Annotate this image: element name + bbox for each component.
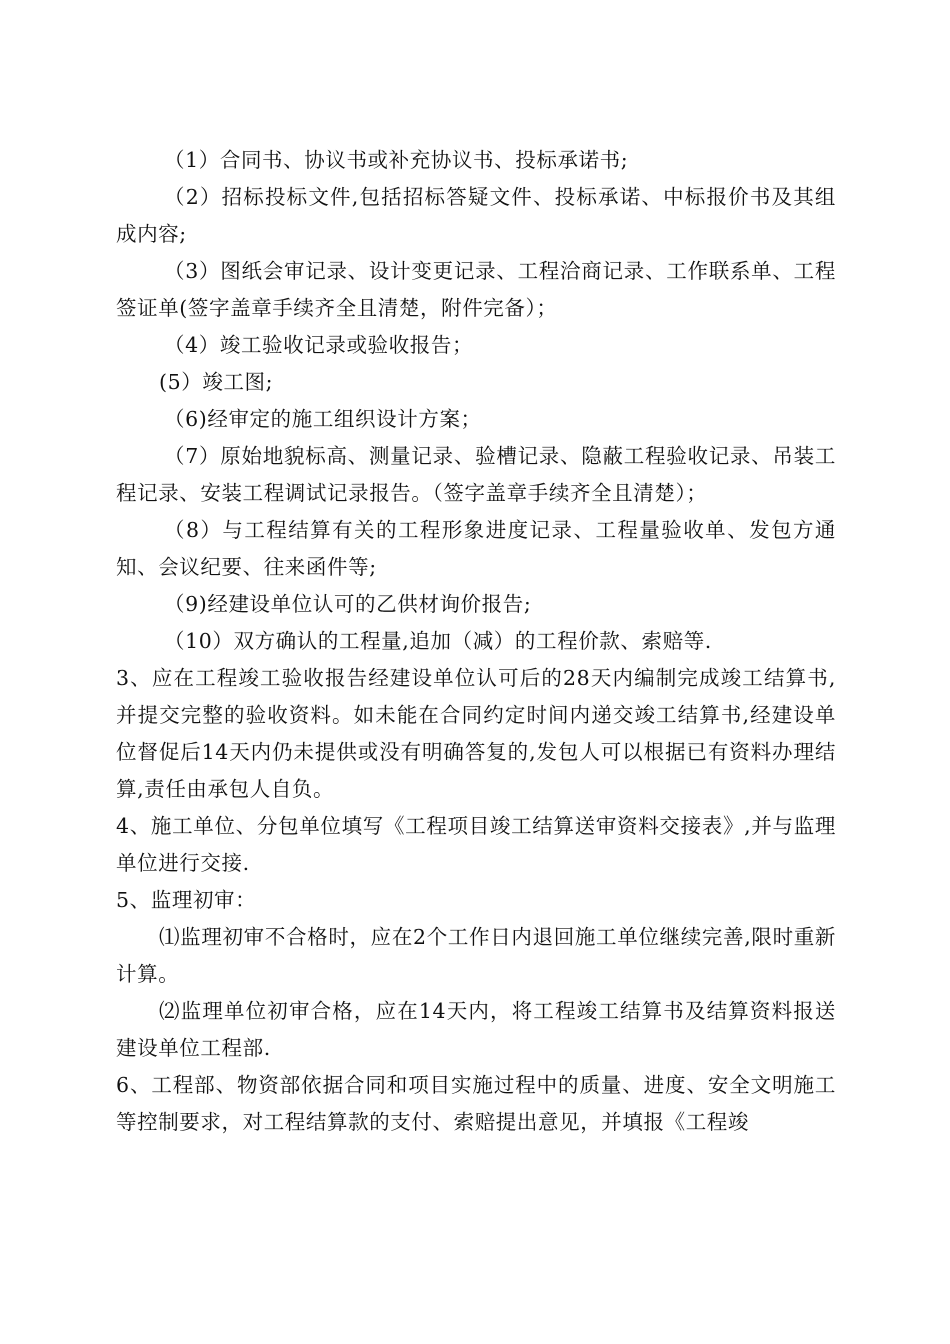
list-item: （8）与工程结算有关的工程形象进度记录、工程量验收单、发包方通知、会议纪要、往来函件等;	[116, 518, 836, 579]
list-item: （4）竣工验收记录或验收报告；	[164, 333, 474, 357]
list-item: （10）双方确认的工程量,追加（减）的工程价款、索赔等.	[164, 629, 712, 653]
numbered-paragraph: 6、工程部、物资部依据合同和项目实施过程中的质量、进度、安全文明施工等控制要求，对工程结算款的支付、索赔提出意见，并填报《工程竣	[116, 1073, 836, 1134]
list-item: （6)经审定的施工组织设计方案；	[164, 407, 482, 431]
list-item: (5）竣工图;	[159, 370, 274, 394]
list-item: （2）招标投标文件,包括招标答疑文件、投标承诺、中标报价书及其组成内容;	[116, 185, 836, 246]
list-item: ⑵监理单位初审合格，应在14天内，将工程竣工结算书及结算资料报送建设单位工程部.	[116, 999, 836, 1060]
list-item: （1）合同书、协议书或补充协议书、投标承诺书;	[164, 148, 629, 172]
list-item: （9)经建设单位认可的乙供材询价报告;	[164, 592, 532, 616]
document-body	[116, 142, 836, 1141]
numbered-paragraph: 3、应在工程竣工验收报告经建设单位认可后的28天内编制完成竣工结算书,并提交完整的验收资料。如未能在合同约定时间内递交竣工结算书,经建设单位督促后14天内仍未提供或没有明确答复的,发包人可以根据已有资料办理结算,责任由承包人自负。	[116, 666, 836, 801]
numbered-paragraph: 4、施工单位、分包单位填写《工程项目竣工结算送审资料交接表》,并与监理单位进行交接.	[116, 814, 836, 875]
section-heading: 5、监理初审：	[116, 888, 257, 912]
list-item: ⑴监理初审不合格时，应在2个工作日内退回施工单位继续完善,限时重新计算。	[116, 925, 836, 986]
list-item: （3）图纸会审记录、设计变更记录、工程洽商记录、工作联系单、工程签证单(签字盖章手续齐全且清楚，附件完备）；	[116, 259, 836, 320]
list-item: （7）原始地貌标高、测量记录、验槽记录、隐蔽工程验收记录、吊装工程记录、安装工程调试记录报告。（签字盖章手续齐全且清楚）；	[116, 444, 836, 505]
